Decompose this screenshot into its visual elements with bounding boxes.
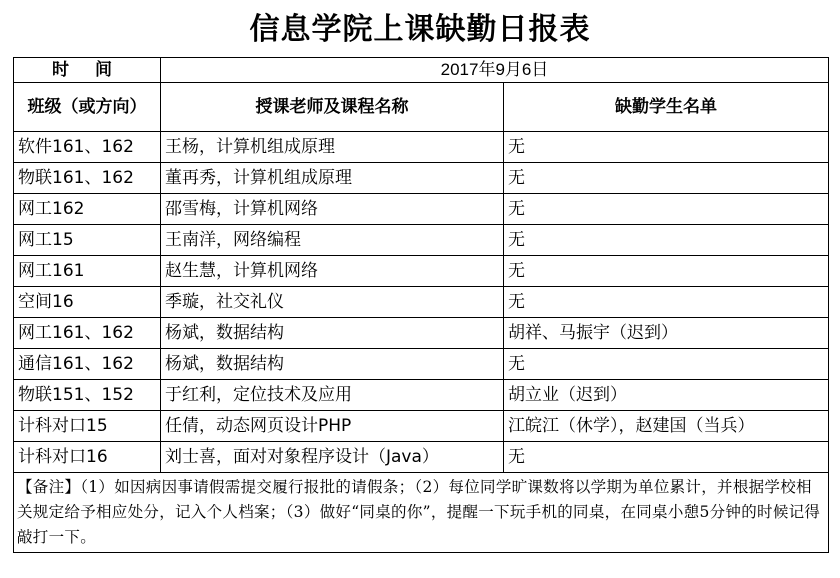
class-cell: 网工161 — [14, 256, 161, 287]
class-cell: 物联161、162 — [14, 163, 161, 194]
class-cell: 计科对口16 — [14, 442, 161, 473]
teacher-course-cell: 季璇，社交礼仪 — [161, 287, 504, 318]
absent-cell: 无 — [504, 225, 829, 256]
class-cell: 物联151、152 — [14, 380, 161, 411]
absent-cell: 胡立业（迟到） — [504, 380, 829, 411]
table-row — [14, 442, 829, 473]
absent-column-header: 缺勤学生名单 — [504, 83, 829, 132]
class-cell: 网工161、162 — [14, 318, 161, 349]
teacher-course-cell: 杨斌，数据结构 — [161, 318, 504, 349]
table-row — [14, 287, 829, 318]
table-row — [14, 132, 829, 163]
teacher-course-cell: 任倩，动态网页设计PHP — [161, 411, 504, 442]
table-row — [14, 163, 829, 194]
teacher-course-cell: 于红利，定位技术及应用 — [161, 380, 504, 411]
absent-cell: 无 — [504, 256, 829, 287]
class-cell: 空间16 — [14, 287, 161, 318]
class-cell: 通信161、162 — [14, 349, 161, 380]
attendance-table — [13, 57, 829, 553]
note-row — [14, 473, 829, 553]
teacher-course-cell: 董再秀，计算机组成原理 — [161, 163, 504, 194]
teacher-course-cell: 王南洋，网络编程 — [161, 225, 504, 256]
table-row — [14, 411, 829, 442]
table-row — [14, 225, 829, 256]
absent-cell: 无 — [504, 132, 829, 163]
class-cell: 网工15 — [14, 225, 161, 256]
teacher-course-cell: 王杨，计算机组成原理 — [161, 132, 504, 163]
absent-cell: 无 — [504, 163, 829, 194]
absent-cell: 无 — [504, 349, 829, 380]
class-cell: 网工162 — [14, 194, 161, 225]
table-row — [14, 318, 829, 349]
teacher-course-cell: 赵生慧，计算机网络 — [161, 256, 504, 287]
table-row — [14, 256, 829, 287]
time-label: 时 间 — [14, 58, 161, 83]
header-row — [14, 83, 829, 132]
class-cell: 软件161、162 — [14, 132, 161, 163]
teacher-course-cell: 刘士喜，面对对象程序设计（Java） — [161, 442, 504, 473]
report-title: 信息学院上课缺勤日报表 — [249, 12, 591, 47]
remarks-note: 【备注】（1）如因病因事请假需提交履行报批的请假条；（2）每位同学旷课数将以学期为单位累计，并根据学校相关规定给予相应处分，记入个人档案；（3）做好“同桌的你”，提醒一下玩手机的同桌，在同桌小憩5分钟的时候记得敲打一下。 — [14, 473, 829, 553]
absent-cell: 无 — [504, 194, 829, 225]
absent-cell: 胡祥、马振宇（迟到） — [504, 318, 829, 349]
class-cell: 计科对口15 — [14, 411, 161, 442]
table-row — [14, 380, 829, 411]
time-row — [14, 58, 829, 83]
teacher-course-cell: 邵雪梅，计算机网络 — [161, 194, 504, 225]
teacher-course-column-header: 授课老师及课程名称 — [161, 83, 504, 132]
absent-cell: 无 — [504, 287, 829, 318]
table-row — [14, 194, 829, 225]
absent-cell: 无 — [504, 442, 829, 473]
class-column-header: 班级（或方向） — [14, 83, 161, 132]
report-date: 2017年9月6日 — [161, 58, 829, 83]
table-row — [14, 349, 829, 380]
teacher-course-cell: 杨斌，数据结构 — [161, 349, 504, 380]
absent-cell: 江皖江（休学），赵建国（当兵） — [504, 411, 829, 442]
